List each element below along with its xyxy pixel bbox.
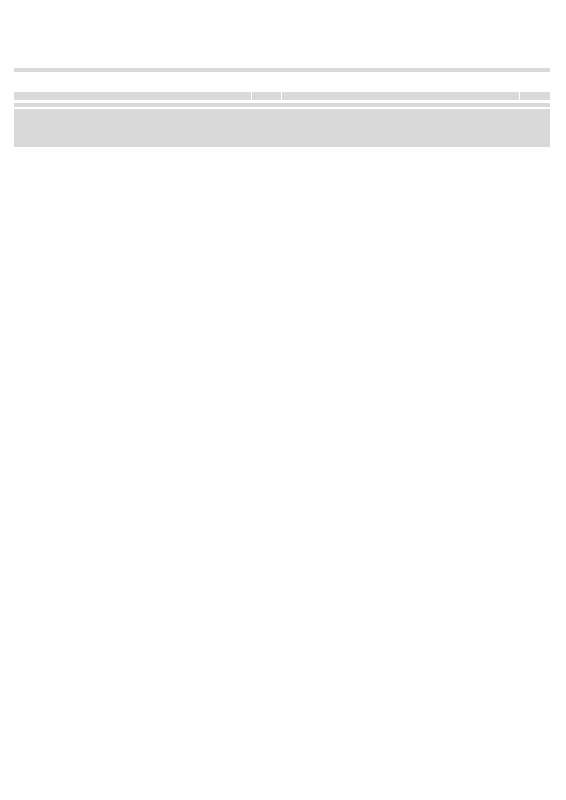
tools-yes-header (520, 92, 550, 101)
methods-yes-header (252, 92, 282, 101)
methods-header (14, 92, 252, 101)
research-box (14, 109, 550, 147)
spacer (14, 72, 550, 92)
methods-table (14, 92, 550, 101)
document-body (14, 66, 550, 147)
tools-header (282, 92, 520, 101)
